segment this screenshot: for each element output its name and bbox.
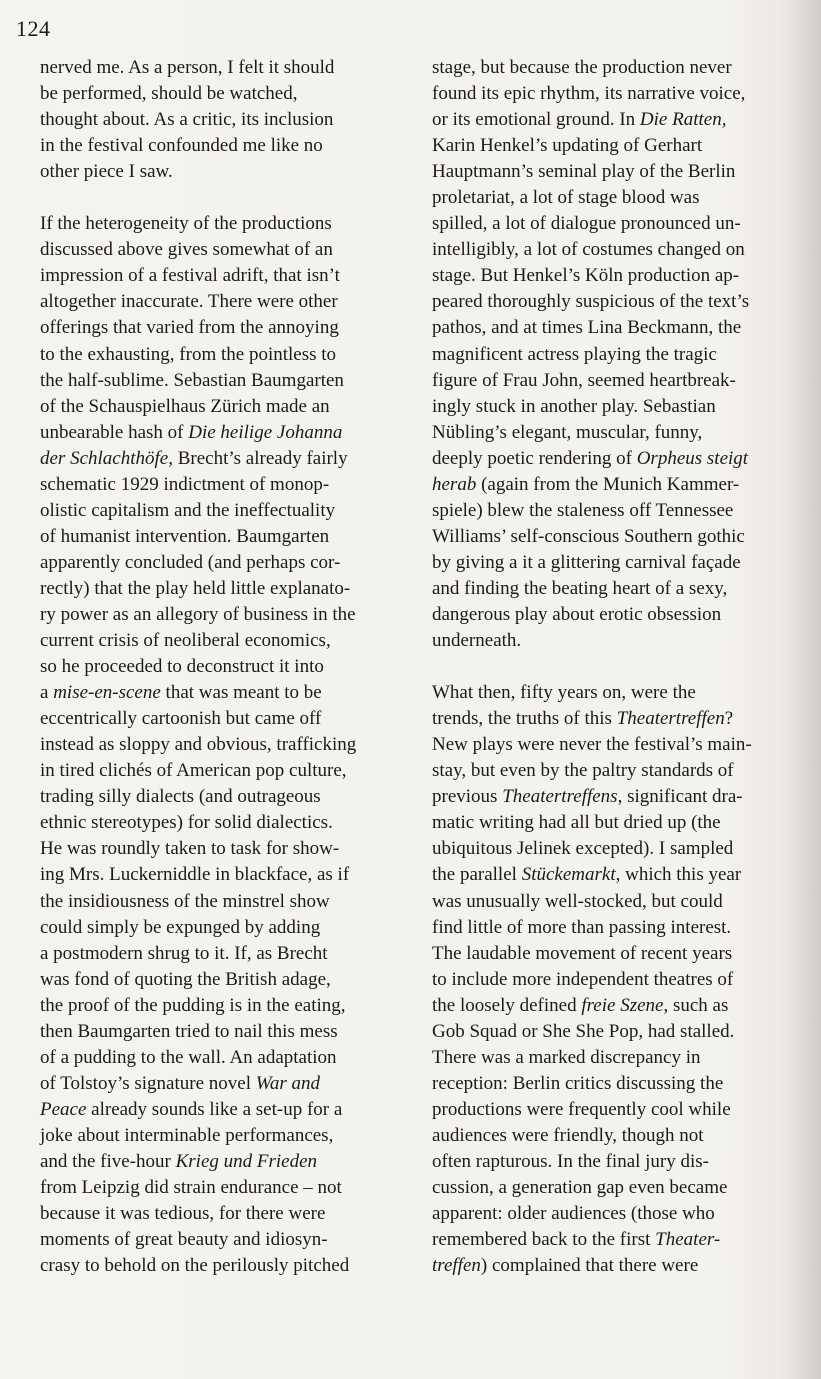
text-line: current crisis of neoliberal economics, [40,630,331,652]
text-run: (again from the Munich Kammer- [476,473,740,495]
text-line [40,420,412,446]
text-line [40,680,412,706]
text-line: be performed, should be watched, [40,83,298,105]
text-line: of the Schauspielhaus Zürich made an [40,395,330,417]
text-line: instead as sloppy and obvious, trafficking [40,734,357,756]
text-line: magnificent actress playing the tragic [432,343,717,365]
text-line: discussed above gives somewhat of an [40,239,333,261]
text-line [432,784,794,810]
text-line: moments of great beauty and idiosyn- [40,1229,328,1251]
text-line: other piece I saw. [40,161,173,183]
text-line: ing Mrs. Luckerniddle in blackface, as if [40,864,350,886]
text-line: spilled, a lot of dialogue pronounced un- [432,213,741,235]
text-line: The laudable movement of recent years [432,942,733,964]
text-line: spiele) blew the staleness off Tennessee [432,499,734,521]
text-line: ingly stuck in another play. Sebastian [432,395,716,417]
italic-title: Krieg und Frieden [175,1150,318,1172]
text-line: impression of a festival adrift, that isn’t [40,265,340,287]
text-line: pathos, and at times Lina Beckmann, the [432,317,742,339]
text-line [432,107,794,133]
text-line: figure of Frau John, seemed heartbreak- [432,369,736,391]
text-run: , significant dra- [617,786,743,808]
text-line: the proof of the pudding is in the eating, [40,994,346,1016]
text-line: found its epic rhythm, its narrative voice, [432,83,746,105]
text-line: joke about interminable performances, [40,1124,334,1146]
text-line: in the festival confounded me like no [40,135,323,157]
text-line: Hauptmann’s seminal play of the Berlin [432,161,736,183]
text-line: apparently concluded (and perhaps cor- [40,551,341,573]
text-line [432,1227,794,1253]
text-line: a postmodern shrug to it. If, as Brecht [40,942,328,964]
text-line: proletariat, a lot of stage blood was [432,187,700,209]
left-column [40,55,412,1279]
italic-title: Stückemarkt [521,864,616,886]
text-line: thought about. As a critic, its inclusion [40,109,334,131]
text-line: He was roundly taken to task for show- [40,838,340,860]
text-run: remembered back to the first [432,1229,656,1251]
paragraph-gap [432,654,794,680]
text-line: nerved me. As a person, I felt it should [40,57,335,78]
text-line: ethnic stereotypes) for solid dialectics. [40,812,333,834]
paragraph-gap [40,185,412,211]
text-line: trading silly dialects (and outrageous [40,786,321,808]
right-column [432,55,794,1279]
text-line [40,1097,412,1123]
italic-title: Theater- [655,1229,721,1251]
text-line: of a pudding to the wall. An adaptation [40,1046,337,1068]
text-line: of humanist intervention. Baumgarten [40,525,330,547]
text-line: and finding the beating heart of a sexy, [432,577,728,599]
italic-term: mise-en-scene [53,682,161,704]
text-line: from Leipzig did strain endurance – not [40,1177,342,1199]
text-line: the insidiousness of the minstrel show [40,890,330,912]
italic-title: herab [432,473,477,495]
text-line: the half-sublime. Sebastian Baumgarten [40,369,344,391]
text-run: deeply poetic rendering of [432,447,637,469]
text-line: matic writing had all but dried up (the [432,812,721,834]
text-run: , which this year [615,864,742,886]
text-line: often rapturous. In the final jury dis- [432,1150,710,1172]
text-line: intelligibly, a lot of costumes changed on [432,239,745,261]
text-line: in tired clichés of American pop culture, [40,760,347,782]
text-line: altogether inaccurate. There were other [40,291,338,313]
text-run: the parallel [432,864,522,886]
text-line: ry power as an allegory of business in the [40,603,356,625]
text-line: What then, fifty years on, were the [432,682,696,704]
text-line: underneath. [432,630,522,652]
text-line [432,446,794,472]
italic-title: Peace [40,1098,87,1120]
text-line [40,1149,412,1175]
text-run: ) complained that there were [480,1255,699,1277]
text-line: Nübling’s elegant, muscular, funny, [432,421,703,443]
text-line: rectly) that the play held little explanato- [40,577,351,599]
text-run: that was meant to be [160,682,322,704]
text-run: , such as [663,994,729,1016]
text-line: was unusually well-stocked, but could [432,890,723,912]
text-line: then Baumgarten tried to nail this mess [40,1020,338,1042]
text-line: Williams’ self-conscious Southern gothic [432,525,745,547]
text-run: Brecht’s already fairly [172,447,348,469]
italic-title: Die heilige Johanna [188,421,343,443]
text-line: olistic capitalism and the ineffectuality [40,499,336,521]
text-line: Karin Henkel’s updating of Gerhart [432,135,703,157]
text-line: dangerous play about erotic obsession [432,603,722,625]
text-line [432,862,794,888]
text-line: apparent: older audiences (those who [432,1203,715,1225]
text-line: by giving a it a glittering carnival façade [432,551,741,573]
text-line [40,446,412,472]
text-run: of Tolstoy’s signature novel [40,1072,256,1094]
text-line [432,472,794,498]
text-run: previous [432,786,503,808]
text-line: schematic 1929 indictment of monop- [40,473,330,495]
text-run: the loosely defined [432,994,582,1016]
text-run: trends, the truths of this [432,708,617,730]
text-line: cussion, a generation gap even became [432,1177,728,1199]
text-line: productions were frequently cool while [432,1098,731,1120]
text-line: stage, but because the production never [432,57,732,78]
text-line: audiences were friendly, though not [432,1124,704,1146]
italic-term: freie Szene [581,994,664,1016]
text-line [40,1071,412,1097]
text-line [432,706,794,732]
text-line: If the heterogeneity of the productions [40,213,332,235]
text-line: Gob Squad or She She Pop, had stalled. [432,1020,735,1042]
text-line: because it was tedious, for there were [40,1203,326,1225]
text-line: crasy to behold on the perilously pitched [40,1255,350,1277]
text-run: a [40,682,54,704]
text-line: stage. But Henkel’s Köln production ap- [432,265,740,287]
text-line: to the exhausting, from the pointless to [40,343,337,365]
text-line: to include more independent theatres of [432,968,734,990]
text-run: or its emotional ground. In [432,109,640,131]
italic-title: Theatertreffens [502,786,618,808]
text-line: New plays were never the festival’s main- [432,734,752,756]
text-line: so he proceeded to deconstruct it into [40,656,324,678]
text-run: unbearable hash of [40,421,189,443]
page-number: 124 [16,16,51,41]
text-run: and the five-hour [40,1150,176,1172]
text-line: reception: Berlin critics discussing the [432,1072,724,1094]
text-line [432,1253,794,1279]
text-line: was fond of quoting the British adage, [40,968,331,990]
text-line: eccentrically cartoonish but came off [40,708,322,730]
text-line: ubiquitous Jelinek excepted). I sampled [432,838,734,860]
text-line: peared thoroughly suspicious of the text’s [432,291,750,313]
italic-title: Theatertreffen [616,708,725,730]
text-line: There was a marked discrepancy in [432,1046,701,1068]
italic-title: der Schlachthöfe, [40,447,173,469]
text-line: could simply be expunged by adding [40,916,321,938]
page-edge-shadow [781,0,821,1379]
text-run: already sounds like a set-up for a [86,1098,343,1120]
text-run: ? [724,708,734,730]
italic-title: Orpheus steigt [636,447,749,469]
text-line: offerings that varied from the annoying [40,317,339,339]
text-line: find little of more than passing interest. [432,916,732,938]
text-line [432,993,794,1019]
text-line: stay, but even by the paltry standards of [432,760,734,782]
italic-title: Die Ratten, [639,109,727,131]
italic-title: War and [255,1072,320,1094]
italic-title: treffen [432,1255,481,1277]
